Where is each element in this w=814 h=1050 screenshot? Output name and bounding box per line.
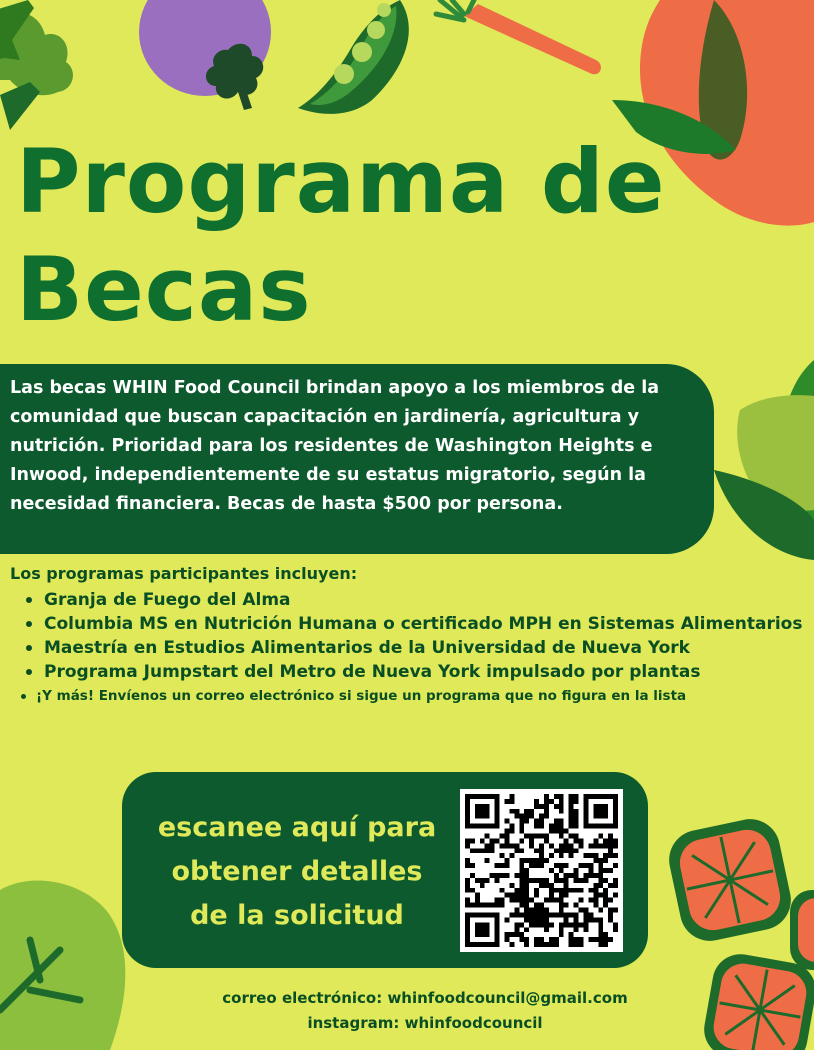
qr-code[interactable] xyxy=(460,789,623,952)
purple-vegetable-icon xyxy=(139,0,271,110)
qr-caption-line-1: escanee aquí para xyxy=(157,812,437,843)
title-line-2: Becas xyxy=(16,238,312,341)
programs-list xyxy=(10,588,810,708)
contact-email: correo electrónico: whinfoodcouncil@gmail.com xyxy=(222,989,628,1007)
qr-caption-line-2: obtener detalles xyxy=(171,856,423,887)
program-item: Columbia MS en Nutrición Humana o certificado MPH en Sistemas Alimentarios xyxy=(10,612,810,636)
title-line-1: Programa de xyxy=(16,130,666,233)
broccoli-icon xyxy=(0,0,73,130)
contact-info xyxy=(160,986,690,1036)
programs-section xyxy=(10,562,810,708)
program-item: Granja de Fuego del Alma xyxy=(10,588,810,612)
program-item: Maestría en Estudios Alimentarios de la Universidad de Nueva York xyxy=(10,636,810,660)
page-title xyxy=(16,128,666,344)
intro-text: Las becas WHIN Food Council brindan apoyo a los miembros de la comunidad que buscan capacitación en jardinería, agricultura y nutrición. Prioridad para los residentes de Washington Heights e Inwood, independientemente de su estatus migratorio, según la necesidad financiera. Becas de hasta $500 por persona. xyxy=(10,378,660,514)
carrot-icon xyxy=(436,0,601,74)
programs-heading: Los programas participantes incluyen: xyxy=(10,564,358,583)
pea-pod-icon xyxy=(298,0,409,114)
program-item: Programa Jumpstart del Metro de Nueva York impulsado por plantas xyxy=(10,660,810,684)
program-item-more: ¡Y más! Envíenos un correo electrónico si sigue un programa que no figura en la lista xyxy=(10,684,810,708)
lettuce-icon xyxy=(0,880,125,1050)
qr-caption xyxy=(134,806,460,938)
contact-instagram: instagram: whinfoodcouncil xyxy=(307,1014,543,1032)
leaf-icon xyxy=(714,360,814,560)
qr-caption-line-3: de la solicitud xyxy=(190,900,404,931)
